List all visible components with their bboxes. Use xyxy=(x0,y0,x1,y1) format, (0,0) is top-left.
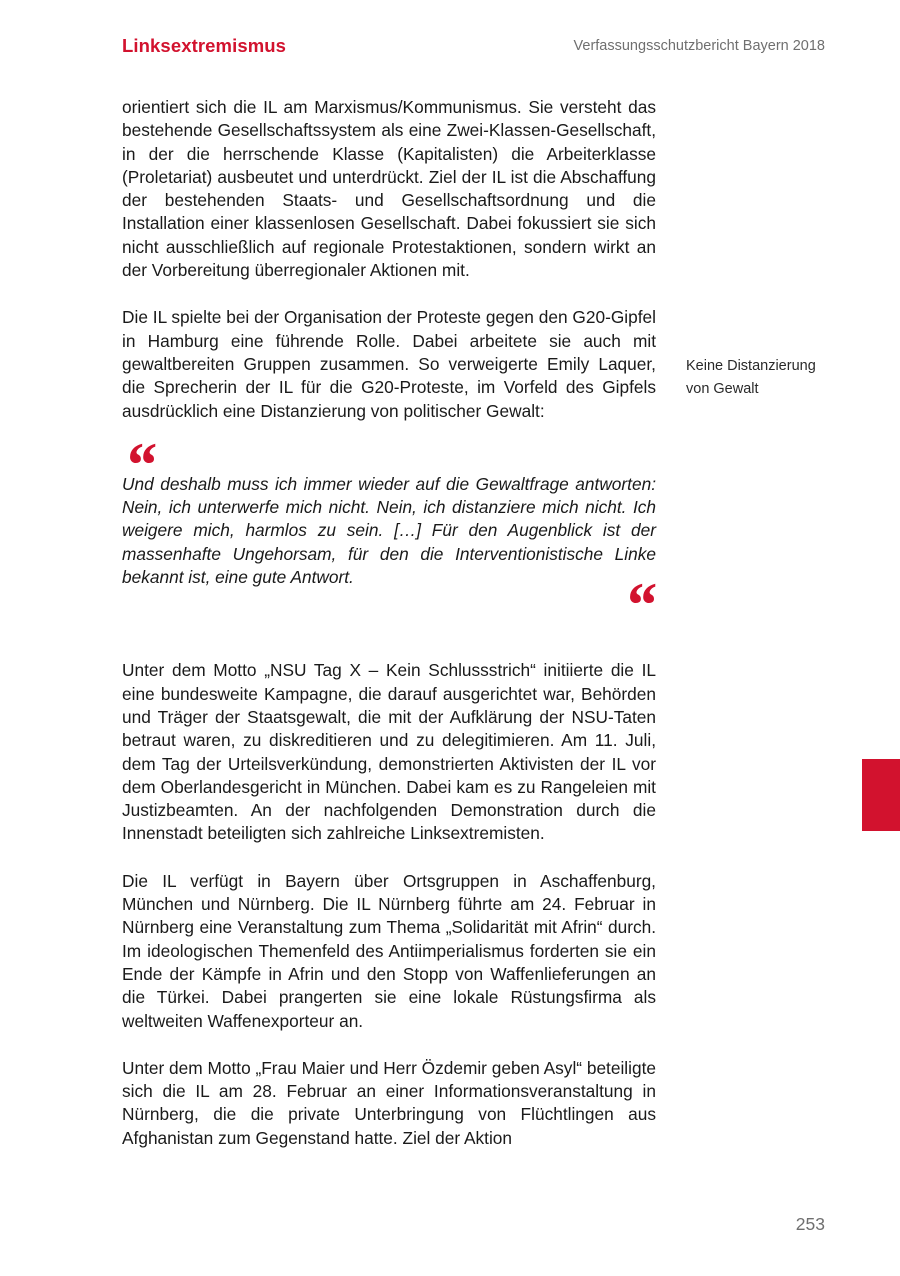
quote-block xyxy=(122,428,656,641)
quote-text: Und deshalb muss ich immer wieder auf die Gewaltfrage antworten: Nein, ich unterwerfe mich nicht. Nein, ich distanziere mich nicht. Ich weigere mich, harmlos zu sein. […] Für den Augenblick ist der massenhafte Ungehorsam, für den die Interventionistische Linke bekannt ist, eine gute Antwort. xyxy=(122,473,656,588)
chapter-tab-marker xyxy=(862,759,900,831)
margin-note-line-1: Keine Distanzierung xyxy=(686,358,816,374)
paragraph-g20-protests: Die IL spielte bei der Organisation der Proteste gegen den G20-Gipfel in Hamburg eine führende Rolle. Dabei arbeitete sie auch mit gewaltbereiten Gruppen zusammen. So verweigerte Emily Laquer, die Sprecherin der IL für die G20-Proteste, im Vorfeld des Gipfels ausdrücklich eine Distanzierung von politischer Gewalt: xyxy=(122,307,656,421)
quote-close-mark: “ xyxy=(624,569,652,641)
document-title: Verfassungsschutzbericht Bayern 2018 xyxy=(573,38,825,54)
paragraph-marxism: orientiert sich die IL am Marxismus/Kommunismus. Sie versteht das bestehende Gesellschaftssystem als eine Zwei-Klassen-Gesellschaft, in der die herrschende Klasse (Kapitalisten) die Arbeiterklasse (Proletariat) ausbeutet und unterdrückt. Ziel der IL ist die Abschaffung der bestehenden Staats- und Gesellschaftsordnung und die Installation einer klassenlosen Gesellschaft. Dabei fokussiert sie sich nicht ausschließlich auf regionale Protestaktionen, sondern wirkt an der Vorbereitung überregionaler Aktionen mit. xyxy=(122,97,656,281)
margin-note-line-2: von Gewalt xyxy=(686,381,759,397)
section-title: Linksextremismus xyxy=(122,35,287,56)
paragraph-asylum-event: Unter dem Motto „Frau Maier und Herr Özdemir geben Asyl“ beteiligte sich die IL am 28. Februar an einer Informationsveranstaltung in Nürnberg, die die private Unterbringung von Flüchtlingen aus Afghanistan zum Gegenstand hatte. Ziel der Aktion xyxy=(122,1057,657,1148)
paragraph-local-groups: Die IL verfügt in Bayern über Ortsgruppen in Aschaffenburg, München und Nürnberg. Die IL Nürnberg führte am 24. Februar in Nürnberg eine Veranstaltung zum Thema „Solidarität mit Afrin“ durch. Im ideologischen Themenfeld des Antiimperialismus forderten sie ein Ende der Kämpfe in Afrin und den Stopp von Waffenlieferungen an die Türkei. Dabei prangerten sie eine lokale Rüstungsfirma als weltweiten Waffenexporteur an. xyxy=(122,870,656,1031)
quote-open-mark: “ xyxy=(124,428,152,500)
margin-note xyxy=(686,355,836,401)
paragraph-nsu-campaign: Unter dem Motto „NSU Tag X – Kein Schlussstrich“ initiierte die IL eine bundesweite Kampagne, die darauf ausgerichtet war, Behörden und Träger der Staatsgewalt, die mit der Aufklärung der NSU-Taten betraut waren, zu diskreditieren und zu delegitimieren. Am 11. Juli, dem Tag der Urteilsverkündung, demonstrierten Aktivisten der IL vor dem Oberlandesgericht in München. Dabei kam es zu Rangeleien mit Justizbeamten. An der nachfolgenden Demonstration durch die Innenstadt beteiligten sich zahlreiche Linksextremisten. xyxy=(122,660,656,844)
page-number: 253 xyxy=(795,1214,825,1234)
main-text-column xyxy=(122,96,656,1150)
